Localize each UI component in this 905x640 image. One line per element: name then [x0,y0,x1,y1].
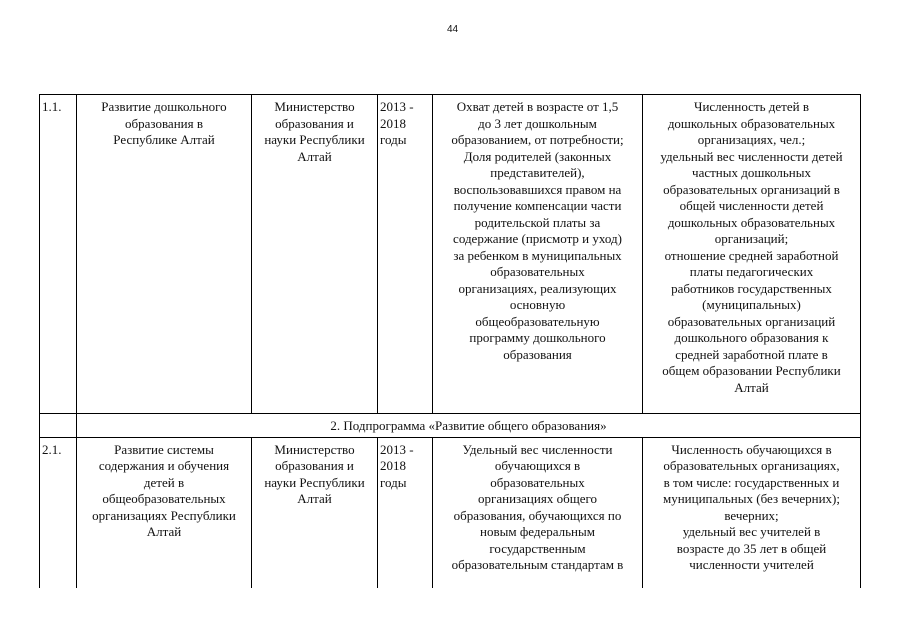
cell-text-line: детей в [143,474,185,490]
indicators-cell [433,95,643,414]
cell-text-line: до 3 лет дошкольным [478,115,597,131]
cell-text-line: организаций; [714,231,789,246]
indicators-cell [433,437,643,588]
cell-text-line: удельный вес численности детей [660,148,843,164]
program-table [39,94,861,588]
cell-text-line: частных дошкольных [692,165,811,180]
table-row [40,95,861,414]
cell-text-line: 2013 - [380,99,414,114]
cell-text-line: организациях Республики [92,507,236,523]
cell-text-line: воспользовавшихся правом на [453,181,622,197]
row-number: 1.1. [40,95,77,414]
cell-text-line: образовательных организаций в [663,181,840,197]
cell-text-line: образования в [125,115,203,131]
cell-text-line: Республике Алтай [113,132,215,147]
row-number: 2.1. [40,437,77,588]
section-row [40,414,861,438]
cell-text-line: общей численности детей [679,198,824,213]
cell-text-line: образовательных [490,474,585,490]
cell-text-line: общеобразовательную [475,313,600,329]
cell-text-line: вечерних; [724,507,779,523]
cell-text-line: 2018 [380,458,406,473]
section-number-cell [40,414,77,438]
cell-text-line: 2018 [380,115,406,131]
cell-text-line: образования и [275,115,354,131]
cell-text-line: науки Республики [264,474,365,490]
cell-text-line: Численность детей в [694,99,809,114]
targets-cell [643,95,861,414]
cell-text-line: удельный вес учителей в [682,524,821,539]
cell-text-line: дошкольных образовательных [667,214,836,230]
term-cell [378,95,433,414]
cell-text-line: родительской платы за [474,214,601,230]
cell-text-line: в том числе: государственных и [663,474,840,490]
cell-text-line: образовательных организаций [667,313,836,329]
cell-text-line: образования и [275,458,354,473]
table-row [40,437,861,588]
cell-text-line: Министерство [274,99,355,114]
cell-text-line: (муниципальных) [702,297,801,312]
cell-text-line: образованием, от потребности; [451,132,624,147]
executor-cell [252,95,378,414]
targets-cell [643,437,861,588]
cell-text-line: отношение средней заработной [664,247,839,263]
cell-text-line: общем образовании Республики [662,363,841,378]
cell-text-line: Министерство [274,441,355,457]
cell-text-line: дошкольного образования к [674,330,829,345]
cell-text-line: содержания и обучения [98,458,230,473]
cell-text-line: Алтай [146,524,182,539]
cell-text-line: работников государственных [671,280,832,296]
cell-text-line: программу дошкольного [469,330,606,345]
cell-text-line: содержание (присмотр и уход) [453,231,622,246]
cell-text-line: государственным [489,540,586,556]
page-number: 44 [446,24,459,35]
term-cell [378,437,433,588]
cell-text-line: муниципальных (без вечерних); [662,491,840,506]
cell-text-line: образования [503,346,572,362]
cell-text-line: годы [380,474,407,490]
cell-text-line: численности учителей [689,557,814,572]
cell-text-line: 2013 - [380,441,414,457]
cell-text-line: организациях общего [478,491,597,506]
cell-text-line: получение компенсации части [453,198,622,213]
cell-text-line: платы педагогических [689,264,814,279]
cell-text-line: организациях, реализующих [458,280,617,296]
cell-text-line: основную [509,297,566,312]
cell-text-line: науки Республики [264,132,365,147]
cell-text-line: обучающихся в [494,458,581,473]
cell-text-line: Доля родителей (законных [463,148,612,164]
cell-text-line: новым федеральным [480,524,595,539]
cell-text-line: общеобразовательных [102,491,226,506]
cell-text-line: годы [380,132,407,147]
cell-text-line: Удельный вес численности [462,441,613,457]
cell-text-line: образовательных организациях, [663,458,840,473]
cell-text-line: представителей), [490,165,585,180]
cell-text-line: за ребенком в муниципальных [453,247,622,263]
cell-text-line: возрасте до 35 лет в общей [676,540,827,556]
cell-text-line: образовательным стандартам в [451,557,624,572]
measure-name-cell [77,437,252,588]
cell-text-line: Развитие системы [114,441,214,457]
measure-name-cell [77,95,252,414]
cell-text-line: образовательных [490,264,585,279]
cell-text-line: дошкольных образовательных [667,115,836,131]
cell-text-line: Охват детей в возрасте от 1,5 [456,99,619,114]
cell-text-line: Алтай [297,491,332,506]
cell-text-line: Алтай [734,379,769,395]
cell-text-line: средней заработной плате в [675,346,828,362]
cell-text-line: Развитие дошкольного [101,99,227,114]
cell-text-line: организациях, чел.; [697,132,806,147]
cell-text-line: Численность обучающихся в [671,441,832,457]
cell-text-line: образования, обучающихся по [453,507,622,523]
section-title: 2. Подпрограмма «Развитие общего образования» [77,414,861,438]
executor-cell [252,437,378,588]
cell-text-line: Алтай [297,148,332,164]
